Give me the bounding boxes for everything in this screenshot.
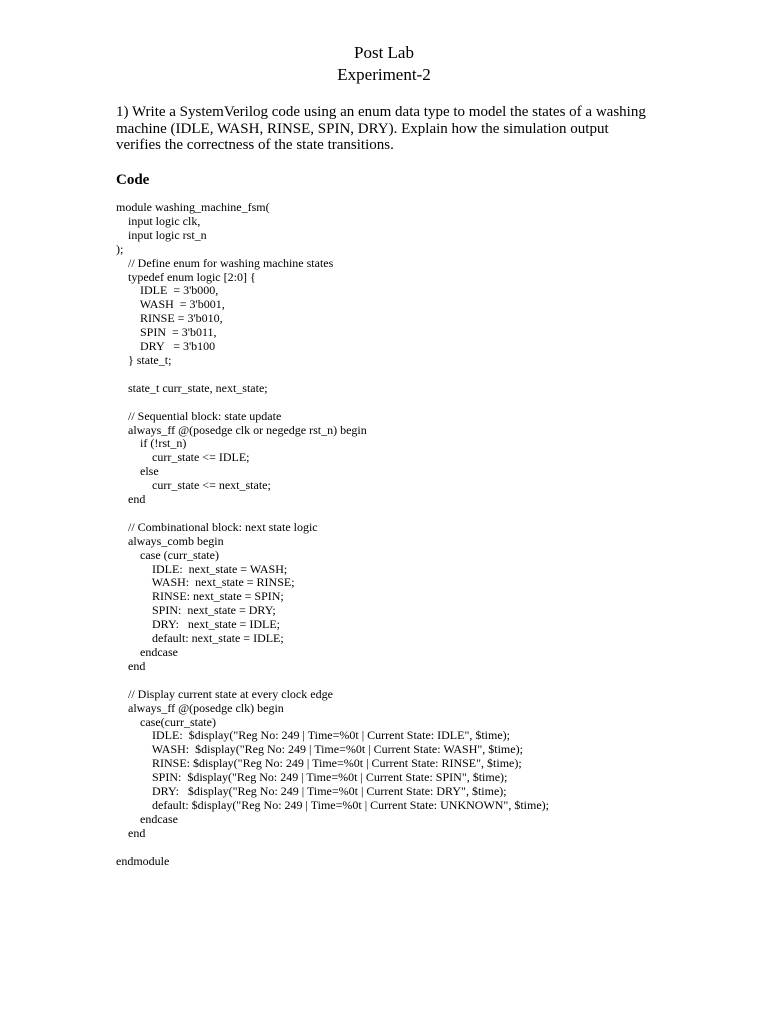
code-line: WASH: $display("Reg No: 249 | Time=%0t | Current State: WASH", $time); [116,742,523,757]
code-line: endcase [116,811,178,826]
code-line: SPIN: $display("Reg No: 249 | Time=%0t | Current State: SPIN", $time); [116,770,508,785]
code-line: DRY: next_state = IDLE; [116,617,280,632]
code-line: typedef enum logic [2:0] { [116,269,256,284]
code-line: WASH: next_state = RINSE; [116,575,295,590]
code-line: endcase [116,645,178,659]
code-line: IDLE = 3'b000, [116,283,219,298]
code-line [116,507,716,521]
code-line: } state_t; [116,352,172,367]
code-line: IDLE: next_state = WASH; [116,561,288,576]
code-block [116,201,716,869]
code-line: always_comb begin [116,533,224,548]
code-line [116,368,716,382]
code-line: // Display current state at every clock edge [116,686,333,701]
code-line: case(curr_state) [116,714,216,729]
code-line: SPIN: next_state = DRY; [116,603,276,618]
code-line: SPIN = 3'b011, [116,325,217,340]
code-line: default: $display("Reg No: 249 | Time=%0t | Current State: UNKNOWN", $time); [116,797,549,812]
code-line: module washing_machine_fsm( [116,200,270,214]
page-subtitle: Experiment-2 [337,65,431,84]
code-line: else [116,464,159,479]
code-line: IDLE: $display("Reg No: 249 | Time=%0t | Current State: IDLE", $time); [116,728,510,743]
code-line: // Combinational block: next state logic [116,519,318,534]
code-line: RINSE: $display("Reg No: 249 | Time=%0t | Current State: RINSE", $time); [116,756,522,771]
code-line [116,396,716,410]
code-line: DRY = 3'b100 [116,339,216,354]
code-line: default: next_state = IDLE; [116,631,284,646]
code-line: curr_state <= next_state; [116,478,271,493]
code-line: end [116,492,146,507]
code-line: case (curr_state) [116,547,219,562]
code-line: always_ff @(posedge clk or negedge rst_n) begin [116,422,367,437]
question-text: 1) Write a SystemVerilog code using an enum data type to model the states of a washing machine (IDLE, WASH, RINSE, SPIN, DRY). Explain how the simulation output verifies the correctness of the state transitions. [116,104,646,153]
code-line: RINSE: next_state = SPIN; [116,589,284,604]
code-line: DRY: $display("Reg No: 249 | Time=%0t | Current State: DRY", $time); [116,784,507,799]
code-line: curr_state <= IDLE; [116,450,250,465]
code-line: input logic clk, [116,213,201,228]
code-line: always_ff @(posedge clk) begin [116,700,284,715]
code-line: if (!rst_n) [116,436,187,451]
code-line: input logic rst_n [116,227,207,242]
code-line: endmodule [116,853,170,868]
code-line: RINSE = 3'b010, [116,311,223,326]
page-title: Post Lab [354,43,414,62]
code-line: WASH = 3'b001, [116,297,225,312]
code-line: end [116,825,146,840]
code-line: // Define enum for washing machine states [116,255,334,270]
code-heading: Code [116,172,150,188]
code-line: ); [116,241,124,256]
code-line: state_t curr_state, next_state; [116,380,268,395]
code-line [116,841,716,855]
code-line [116,674,716,688]
code-line: // Sequential block: state update [116,408,282,423]
code-line: end [116,658,146,673]
